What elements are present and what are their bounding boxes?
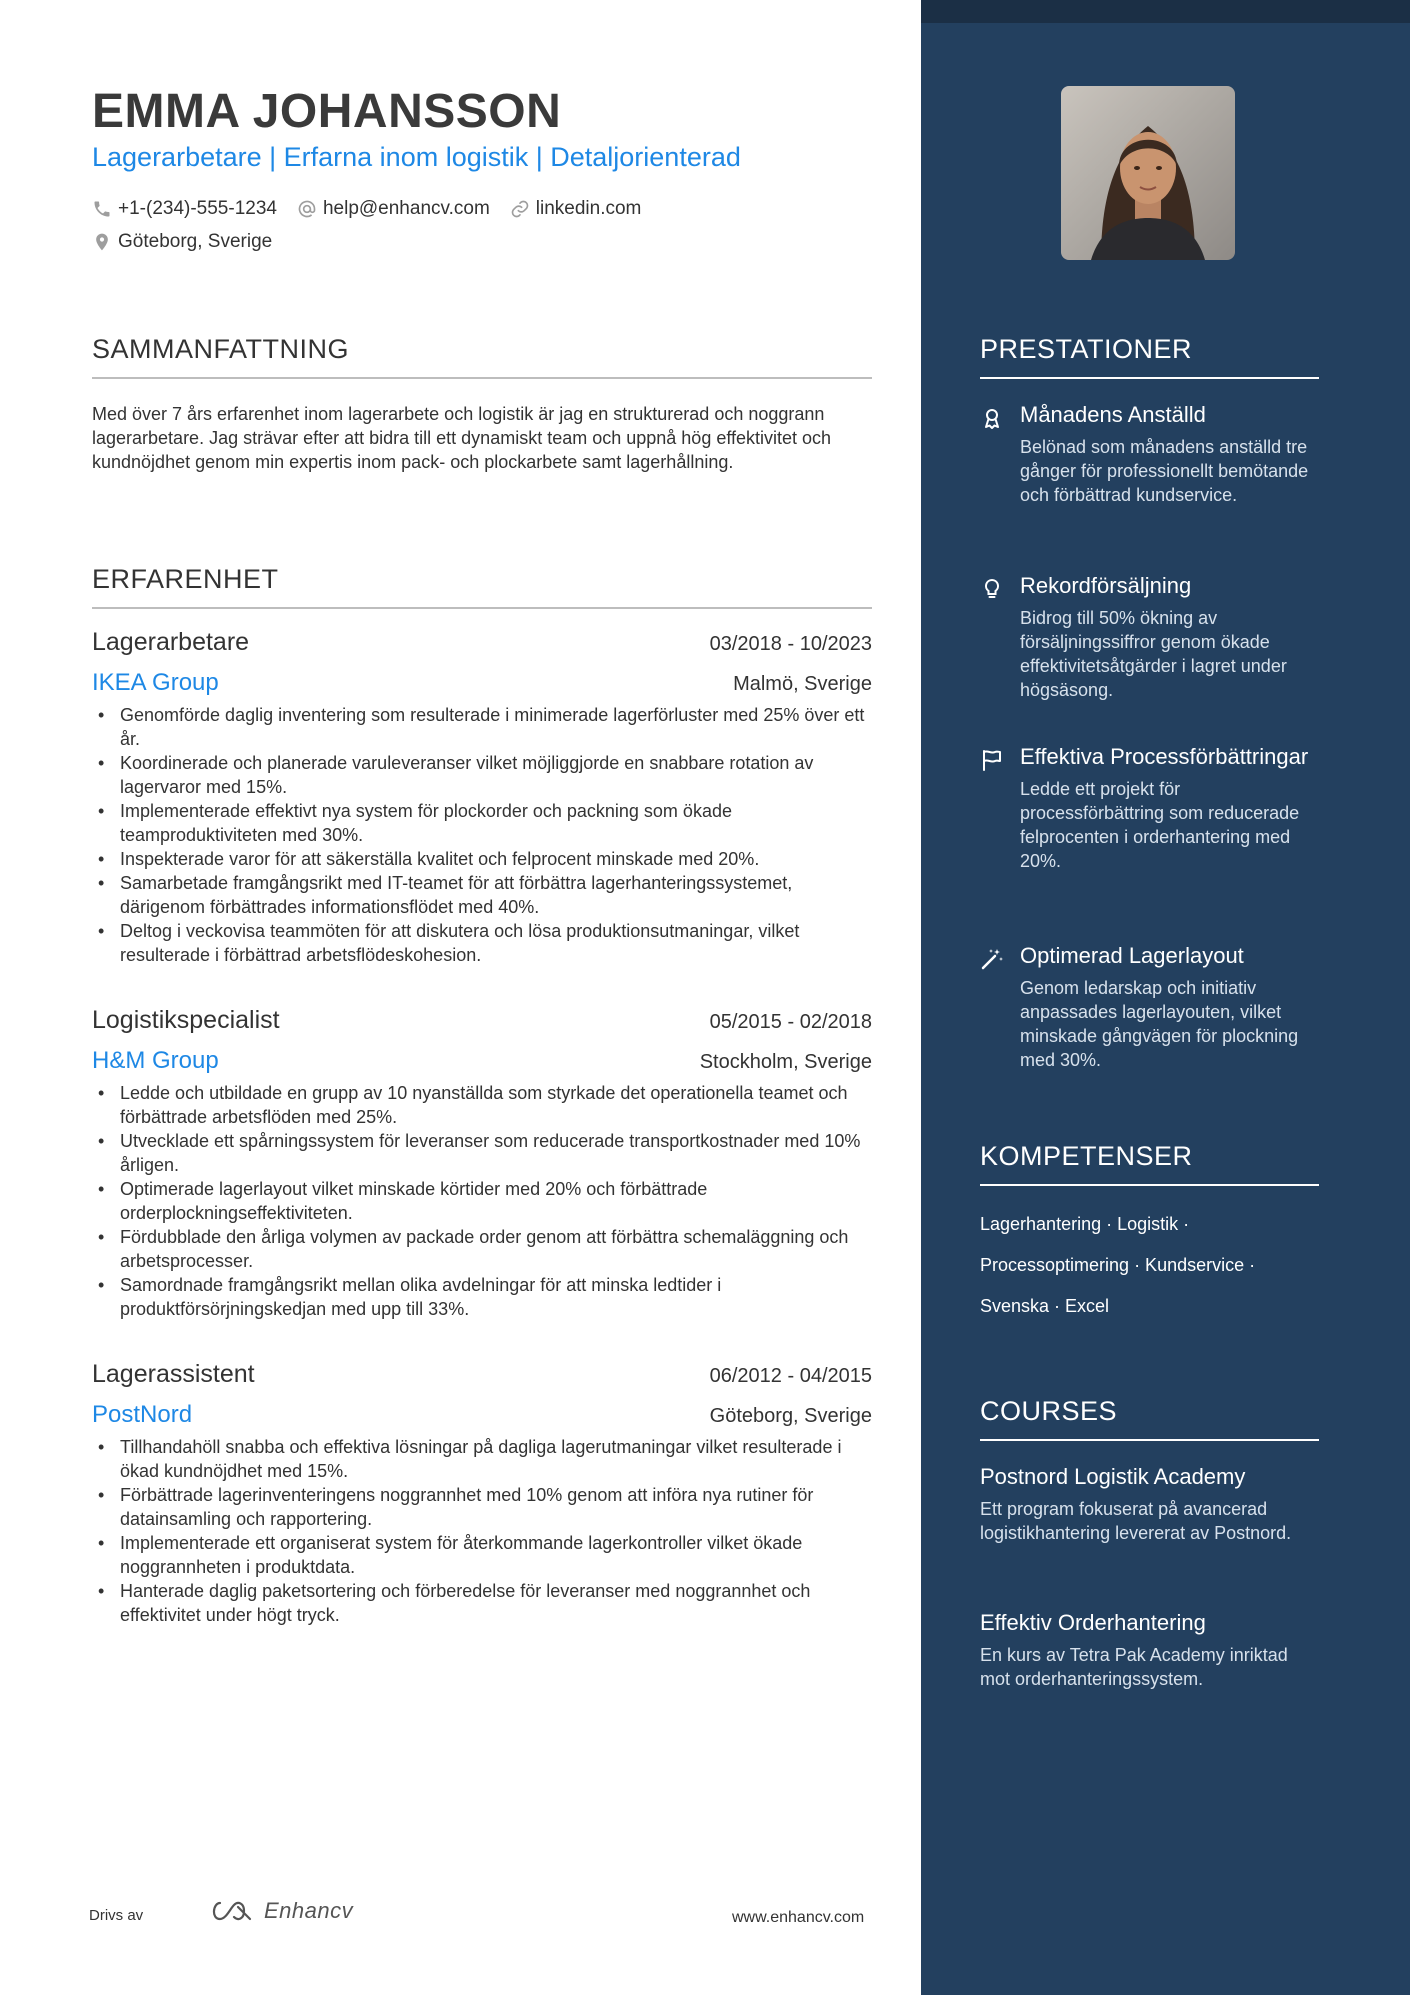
skills-line: Svenska · Excel — [980, 1296, 1110, 1316]
lightbulb-icon — [980, 577, 1004, 601]
job-dates: 06/2012 - 04/2015 — [709, 1365, 872, 1387]
linkedin-contact — [510, 198, 642, 220]
skills-line: Lagerhantering · Logistik · — [980, 1214, 1190, 1234]
flag-icon — [980, 748, 1004, 772]
courses-section-title: COURSES — [980, 1396, 1319, 1441]
achievement-title: Månadens Anställd — [1020, 402, 1206, 427]
company-name: IKEA Group — [92, 669, 219, 696]
achievement-item — [980, 742, 1320, 873]
profile-photo — [1061, 86, 1235, 260]
job-entry — [92, 1360, 872, 1627]
candidate-name: EMMA JOHANSSON — [92, 85, 562, 138]
job-entry — [92, 1006, 872, 1321]
phone-text[interactable]: +1-(234)-555-1234 — [118, 198, 277, 219]
job-bullet: • Koordinerade och planerade varuleveranser vilket möjliggjorde en snabbare rotation av lagervaror med 15%. — [92, 751, 872, 799]
summary-text: Med över 7 års erfarenhet inom lagerarbete och logistik är jag en strukturerad och noggrann lagerarbetare. Jag strävar efter att bidra till ett dynamiskt team och uppnå hög effektivitet och kundnöjdhet genom min expertis inom pack- och plockarbete samt lagerhållning. — [92, 404, 832, 472]
job-bullet: • Samarbetade framgångsrikt med IT-teamet för att förbättra lagerhanteringssystemet, därigenom förbättrades informationsflödet med 40%. — [92, 871, 872, 919]
achievement-desc: Belönad som månadens anställd tre gånger för professionellt bemötande och förbättrad kundservice. — [1020, 437, 1309, 505]
achievement-title: Effektiva Processförbättringar — [1020, 744, 1309, 769]
job-title: Logistikspecialist — [92, 1006, 280, 1034]
course-item — [980, 1462, 1320, 1545]
job-bullet: • Implementerade ett organiserat system för återkommande lagerkontroller vilket ökade noggrannheten i produktdata. — [92, 1531, 872, 1579]
achievement-desc: Ledde ett projekt för processförbättring som reducerade felprocenten i orderhantering med 20%. — [1020, 779, 1300, 871]
course-desc: Ett program fokuserat på avancerad logistikhantering levererat av Postnord. — [980, 1499, 1292, 1543]
job-bullet: • Utvecklade ett spårningssystem för leveranser som reducerade transportkostnader med 10% årligen. — [92, 1129, 872, 1177]
job-location: Stockholm, Sverige — [699, 1051, 872, 1073]
company-name: H&M Group — [92, 1047, 219, 1074]
location-pin-icon — [92, 232, 112, 252]
course-title: Effektiv Orderhantering — [980, 1610, 1206, 1635]
skills-list — [980, 1204, 1320, 1327]
job-bullet: • Optimerade lagerlayout vilket minskade körtider med 20% och förbättrade orderplockningseffektiviteten. — [92, 1177, 872, 1225]
enhancv-logo-icon — [208, 1899, 254, 1923]
achievement-item — [980, 941, 1320, 1072]
achievement-item — [980, 571, 1320, 702]
job-bullets — [92, 1081, 872, 1321]
sidebar-top-bar — [921, 0, 1410, 23]
phone-icon — [92, 199, 112, 219]
footer-url[interactable]: www.enhancv.com — [732, 1909, 865, 1926]
achievement-desc: Genom ledarskap och initiativ anpassades lagerlayouten, vilket minskade gångvägen för plockning med 30%. — [1020, 978, 1299, 1070]
enhancv-logo[interactable] — [208, 1898, 353, 1924]
at-icon — [297, 199, 317, 219]
job-entry — [92, 628, 872, 967]
summary-section-title: SAMMANFATTNING — [92, 334, 872, 379]
location-contact — [92, 231, 272, 253]
achievement-item — [980, 400, 1320, 507]
job-bullets — [92, 703, 872, 967]
achievements-section-title: PRESTATIONER — [980, 334, 1319, 379]
powered-by-label: Drivs av — [89, 1907, 144, 1924]
email-text[interactable]: help@enhancv.com — [322, 198, 490, 219]
job-title: Lagerarbetare — [92, 628, 250, 656]
job-bullet: • Förbättrade lagerinventeringens noggrannhet med 10% genom att införa nya rutiner för datainsamling och rapportering. — [92, 1483, 872, 1531]
job-bullet: • Inspekterade varor för att säkerställa kvalitet och felprocent minskade med 20%. — [92, 847, 872, 871]
job-bullets — [92, 1435, 872, 1627]
job-location: Malmö, Sverige — [733, 673, 872, 695]
course-item — [980, 1608, 1320, 1691]
achievement-title: Rekordförsäljning — [1020, 573, 1192, 598]
magic-wand-icon — [980, 947, 1004, 971]
course-title: Postnord Logistik Academy — [980, 1464, 1246, 1489]
job-bullet: • Hanterade daglig paketsortering och förberedelse för leveranser med noggrannhet och effektivitet under högt tryck. — [92, 1579, 872, 1627]
experience-section-title: ERFARENHET — [92, 564, 872, 609]
skills-section-title: KOMPETENSER — [980, 1141, 1319, 1186]
job-dates: 03/2018 - 10/2023 — [709, 633, 872, 655]
job-bullet: • Ledde och utbildade en grupp av 10 nyanställda som styrkade det operationella teamet och förbättrade arbetsflöden med 25%. — [92, 1081, 872, 1129]
linkedin-text[interactable]: linkedin.com — [535, 198, 642, 219]
job-bullet: • Genomförde daglig inventering som resulterade i minimerade lagerförluster med 25% över ett år. — [92, 703, 872, 751]
skills-line: Processoptimering · Kundservice · — [980, 1255, 1256, 1275]
achievement-title: Optimerad Lagerlayout — [1020, 943, 1244, 968]
contact-info — [92, 196, 892, 262]
job-bullet: • Implementerade effektivt nya system för plockorder och packning som ökade teamproduktiviteten med 30%. — [92, 799, 872, 847]
job-bullet: • Samordnade framgångsrikt mellan olika avdelningar för att minska ledtider i produktförsörjningskedjan med upp till 33%. — [92, 1273, 872, 1321]
job-bullet: • Fördubblade den årliga volymen av packade order genom att förbättra schemaläggning och arbetsprocesser. — [92, 1225, 872, 1273]
candidate-tagline: Lagerarbetare | Erfarna inom logistik | Detaljorienterad — [92, 142, 741, 172]
job-location: Göteborg, Sverige — [709, 1405, 872, 1427]
location-text: Göteborg, Sverige — [118, 231, 273, 252]
enhancv-logo-text: Enhancv — [264, 1898, 354, 1923]
award-icon — [980, 406, 1004, 430]
email-contact — [297, 198, 490, 220]
phone-contact — [92, 198, 277, 220]
job-bullet: • Tillhandahöll snabba och effektiva lösningar på dagliga lagerutmaningar vilket resulterade i ökad kundnöjdhet med 15%. — [92, 1435, 872, 1483]
job-title: Lagerassistent — [92, 1360, 255, 1388]
company-name: PostNord — [92, 1401, 193, 1428]
link-icon — [510, 199, 530, 219]
job-dates: 05/2015 - 02/2018 — [709, 1011, 872, 1033]
course-desc: En kurs av Tetra Pak Academy inriktad mot orderhanteringssystem. — [980, 1645, 1288, 1689]
achievement-desc: Bidrog till 50% ökning av försäljningssiffror genom ökade effektivitetsåtgärder i lagret under högsäsong. — [1020, 608, 1287, 700]
job-bullet: • Deltog i veckovisa teammöten för att diskutera och lösa produktionsutmaningar, vilket resulterade i förbättrad arbetsflödeskohesion. — [92, 919, 872, 967]
